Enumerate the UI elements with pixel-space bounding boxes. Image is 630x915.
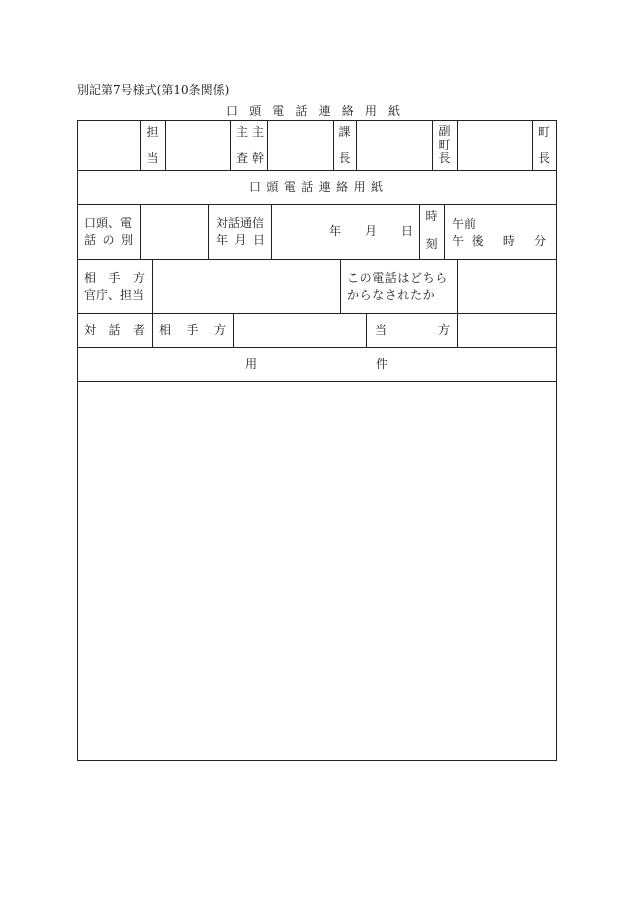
- other-party-label-cell: [153, 314, 234, 348]
- label-char: 刻: [425, 237, 438, 251]
- kacho-label-cell: [334, 121, 357, 171]
- shusa-shukan-stamp-box: [166, 121, 231, 171]
- fukuchocho-stamp-box: [357, 121, 433, 171]
- label-char: 査: [235, 151, 248, 165]
- label-char: 主: [235, 125, 248, 139]
- subject-header-cell: [78, 348, 557, 382]
- time-am-label: 午前: [452, 217, 477, 231]
- fukuchocho-label: [433, 125, 456, 164]
- label-char: 課: [338, 125, 351, 139]
- caller-question-label-cell: [341, 260, 458, 314]
- chocho-label: [533, 126, 555, 164]
- shusa-label: [235, 126, 249, 164]
- caller-question-line2: からなされたか: [347, 288, 436, 302]
- form-title-cell: [78, 171, 557, 205]
- call-type-value-box: [141, 205, 209, 260]
- call-type-label-line2: 話 の 別: [84, 233, 133, 247]
- call-type-label-cell: [78, 205, 141, 260]
- label-char: 主: [251, 125, 264, 139]
- tanto-label: [141, 126, 164, 164]
- time-label-cell: [420, 205, 445, 260]
- other-party-label: 相 手 方: [159, 323, 226, 337]
- call-date-label-cell: [209, 205, 272, 260]
- chocho-label-cell: [533, 121, 557, 171]
- call-type-label-line1: 口頭、電: [84, 216, 133, 230]
- counterparty-label-line2: 官庁、担当: [84, 288, 145, 302]
- kacho-label: [334, 126, 355, 164]
- time-pm-line: 午後 時 分: [452, 234, 546, 248]
- time-label: [420, 210, 443, 250]
- caller-question-line1: この電話はどちら: [347, 271, 448, 285]
- label-char: 当: [146, 151, 159, 165]
- label-char: 長: [438, 151, 451, 165]
- call-date-label-line2: 年 月 日: [216, 233, 265, 247]
- kacho-stamp-box: [268, 121, 334, 171]
- other-party-value-box: [234, 314, 367, 348]
- counterparty-label-line1: 相 手 方: [84, 271, 145, 285]
- our-side-value-box: [458, 314, 557, 348]
- label-char: 担: [146, 125, 159, 139]
- shukan-label: [251, 126, 265, 164]
- label-char: 町: [537, 125, 550, 139]
- label-char: 町: [438, 137, 451, 152]
- our-side-label: 当 方: [375, 323, 450, 337]
- counterparty-value-box: [153, 260, 341, 314]
- time-value-cell: [445, 205, 557, 260]
- speakers-label: 対 話 者: [84, 323, 145, 337]
- subject-label: 用 件: [245, 357, 388, 371]
- counterparty-label-cell: [78, 260, 153, 314]
- label-char: 時: [425, 209, 438, 223]
- tanto-stamp-box: [78, 121, 141, 171]
- our-side-label-cell: [367, 314, 458, 348]
- speakers-label-cell: [78, 314, 153, 348]
- subject-body-box: [78, 382, 557, 761]
- label-char: 長: [537, 151, 550, 165]
- fukuchocho-label-cell: [433, 121, 458, 171]
- page-title: 口 頭 電 話 連 絡 用 紙: [226, 104, 400, 118]
- tanto-label-cell: [141, 121, 166, 171]
- form-table: [77, 120, 557, 761]
- caller-question-value-box: [458, 260, 557, 314]
- call-date-template: 年 月 日: [329, 224, 413, 238]
- shusa-shukan-label-cell: [231, 121, 268, 171]
- form-reference: 別記第7号様式(第10条関係): [77, 83, 230, 97]
- label-char: 幹: [251, 151, 264, 165]
- chocho-stamp-box: [458, 121, 533, 171]
- label-char: 副: [438, 124, 451, 138]
- call-date-label-line1: 対話通信: [216, 216, 265, 230]
- label-char: 長: [338, 151, 351, 165]
- call-date-value-cell: [272, 205, 420, 260]
- form-title: 口 頭 電 話 連 絡 用 紙: [249, 180, 383, 194]
